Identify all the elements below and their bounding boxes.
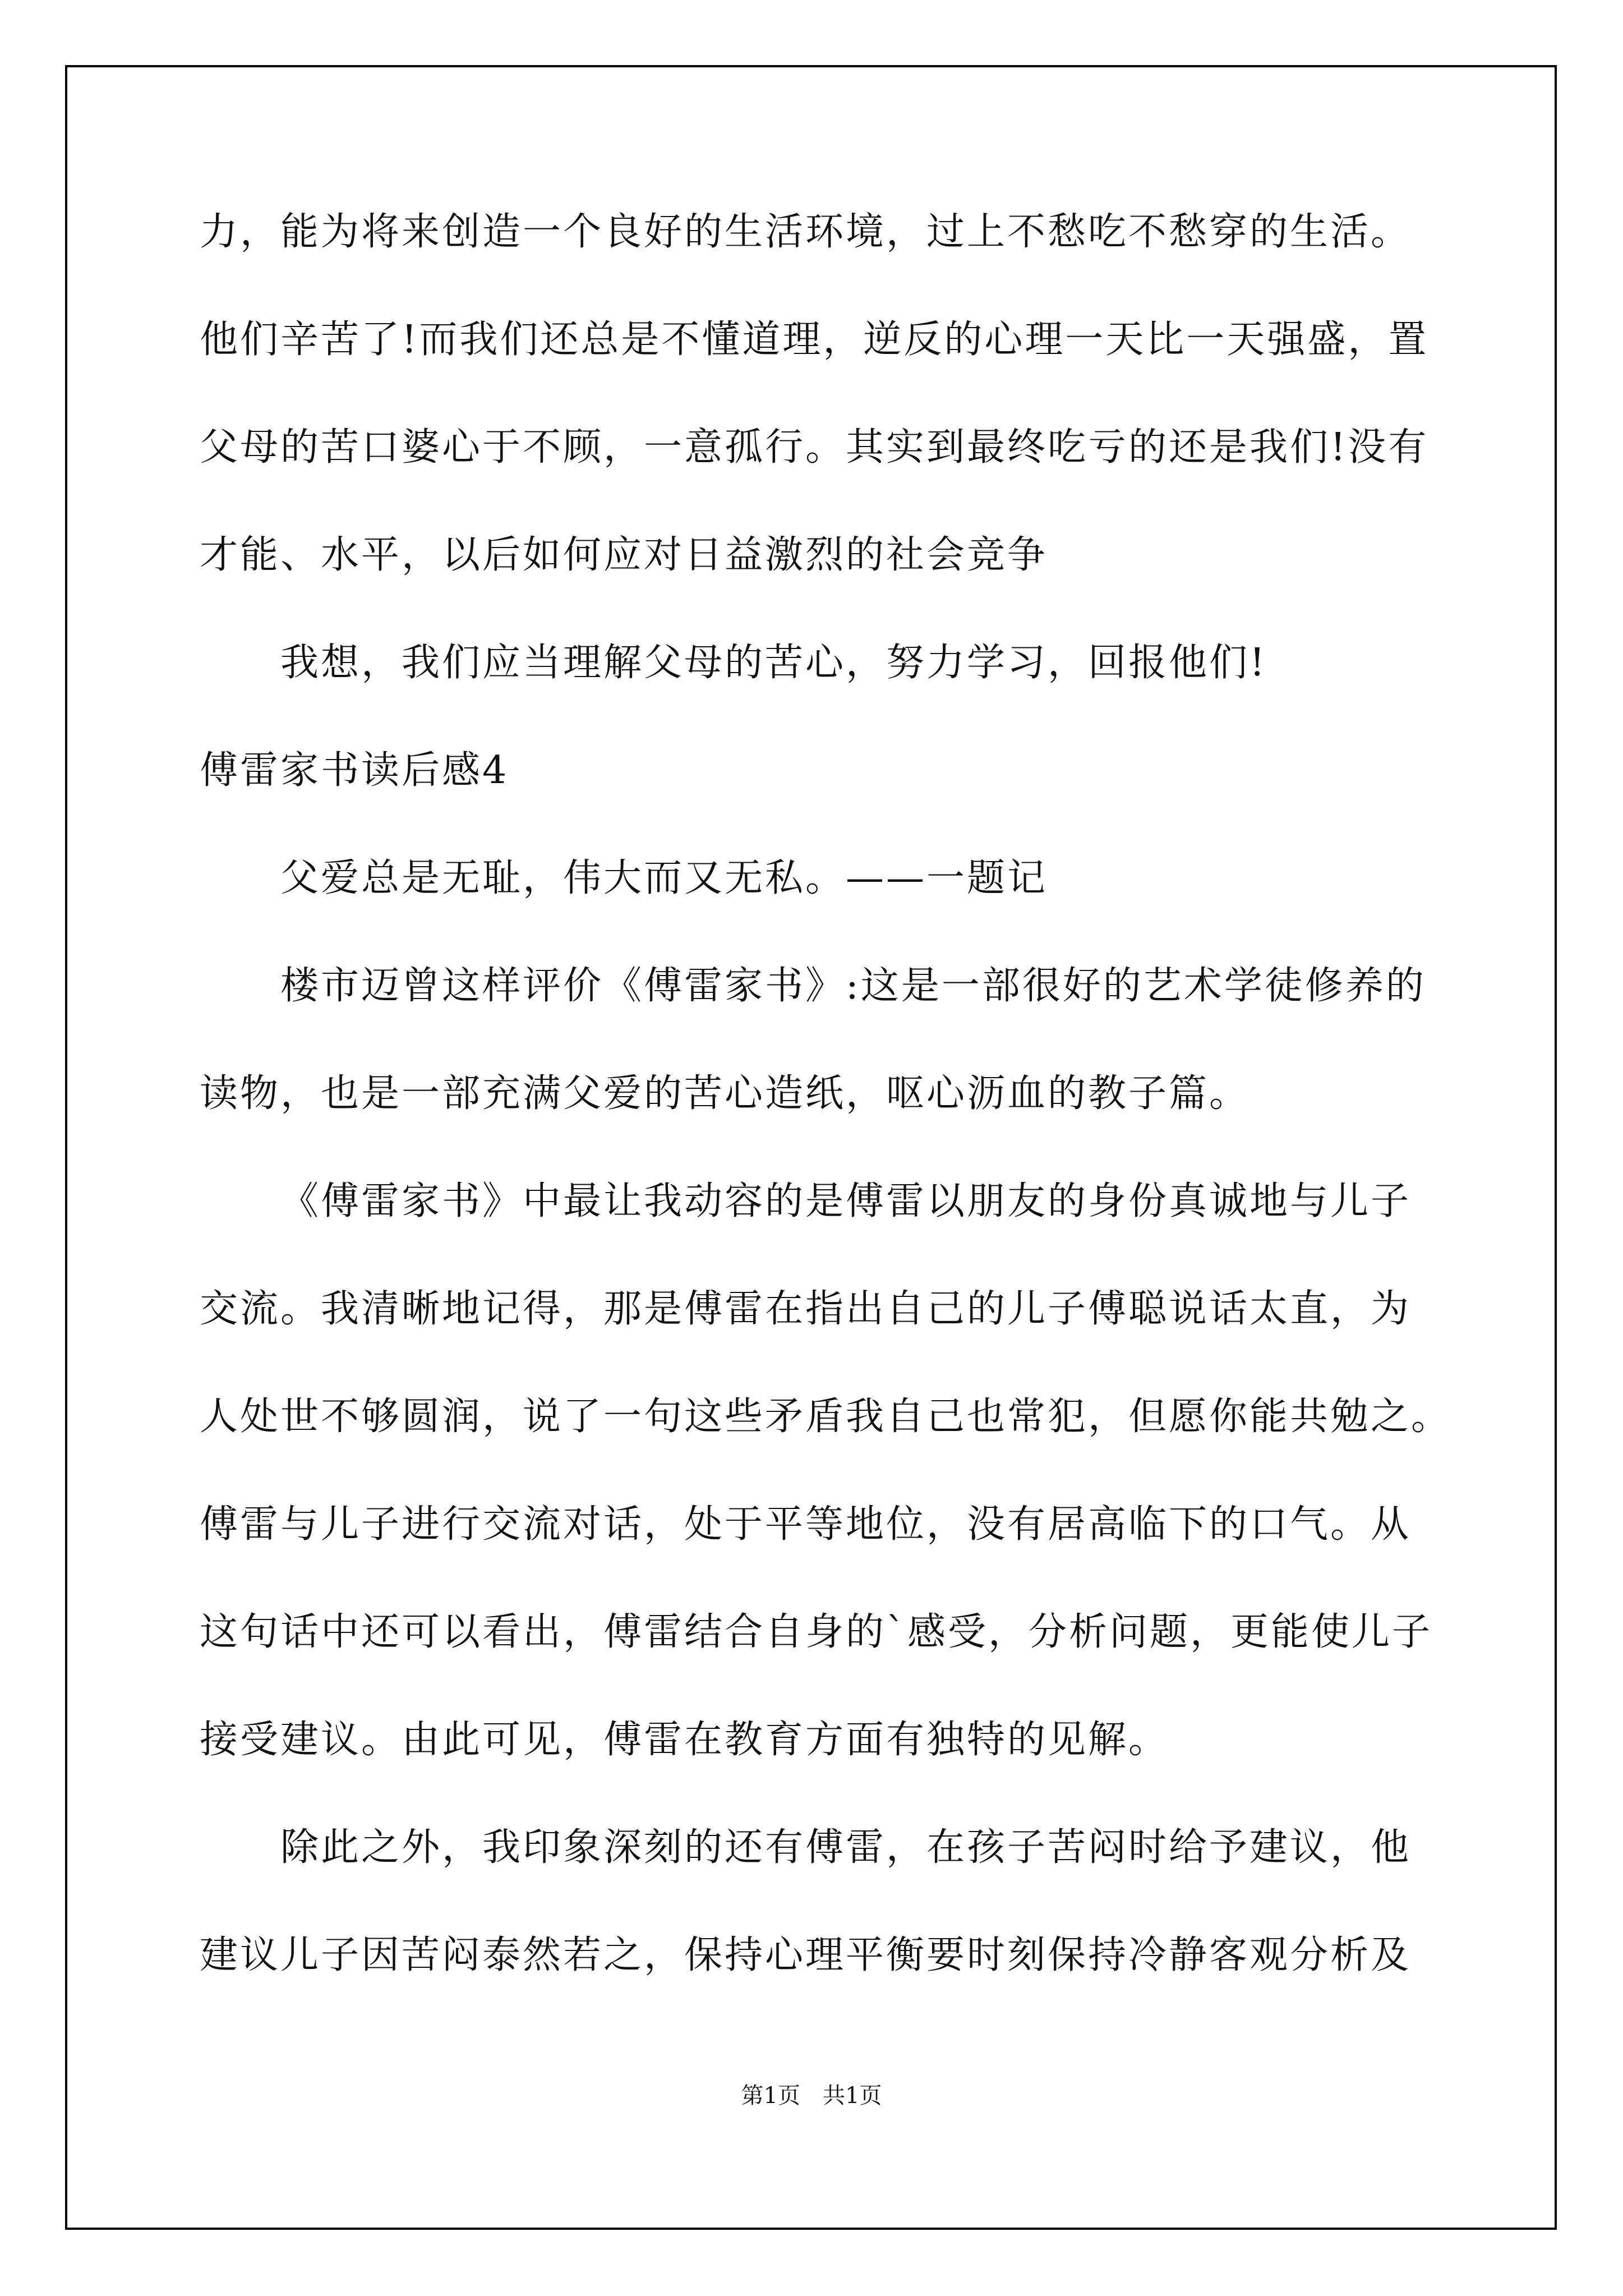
paragraph-line: 读物，也是一部充满父爱的苦心造纸，呕心沥血的教子篇。 — [200, 1071, 1250, 1116]
paragraph-line: 建议儿子因苦闷泰然若之，保持心理平衡要时刻保持冷静客观分析及 — [200, 1933, 1412, 1977]
page-border — [65, 65, 1557, 2230]
paragraph-line: 他们辛苦了!而我们还总是不懂道理，逆反的心理一天比一天强盛，置 — [200, 318, 1429, 362]
page-footer: 第1页 共1页 — [741, 2083, 882, 2109]
paragraph-line: 傅雷与儿子进行交流对话，处于平等地位，没有居高临下的口气。从 — [200, 1502, 1412, 1547]
paragraph-line: 父母的苦口婆心于不顾，一意孤行。其实到最终吃亏的还是我们!没有 — [200, 425, 1429, 470]
paragraph-line: 父爱总是无耻，伟大而又无私。——一题记 — [280, 856, 1048, 900]
paragraph-line: 《傅雷家书》中最让我动容的是傅雷以朋友的身份真诚地与儿子 — [280, 1179, 1412, 1223]
paragraph-line: 我想，我们应当理解父母的苦心，努力学习，回报他们! — [280, 641, 1267, 685]
paragraph-line: 人处世不够圆润，说了一句这些矛盾我自己也常犯，但愿你能共勉之。 — [200, 1395, 1452, 1439]
paragraph-line: 楼市迈曾这样评价《傅雷家书》:这是一部很好的艺术学徒修养的 — [280, 964, 1426, 1008]
section-heading: 傅雷家书读后感4 — [200, 748, 509, 793]
paragraph-line: 除此之外，我印象深刻的还有傅雷，在孩子苦闷时给予建议，他 — [280, 1825, 1412, 1870]
paragraph-line: 才能、水平，以后如何应对日益激烈的社会竞争 — [200, 533, 1048, 577]
paragraph-line: 接受建议。由此可见，傅雷在教育方面有独特的见解。 — [200, 1718, 1169, 1762]
paragraph-line: 力，能为将来创造一个良好的生活环境，过上不愁吃不愁穿的生活。 — [200, 210, 1412, 254]
paragraph-line: 交流。我清晰地记得，那是傅雷在指出自己的儿子傅聪说话太直，为 — [200, 1287, 1412, 1331]
paragraph-line: 这句话中还可以看出，傅雷结合自身的`感受，分析问题，更能使儿子 — [200, 1610, 1433, 1654]
